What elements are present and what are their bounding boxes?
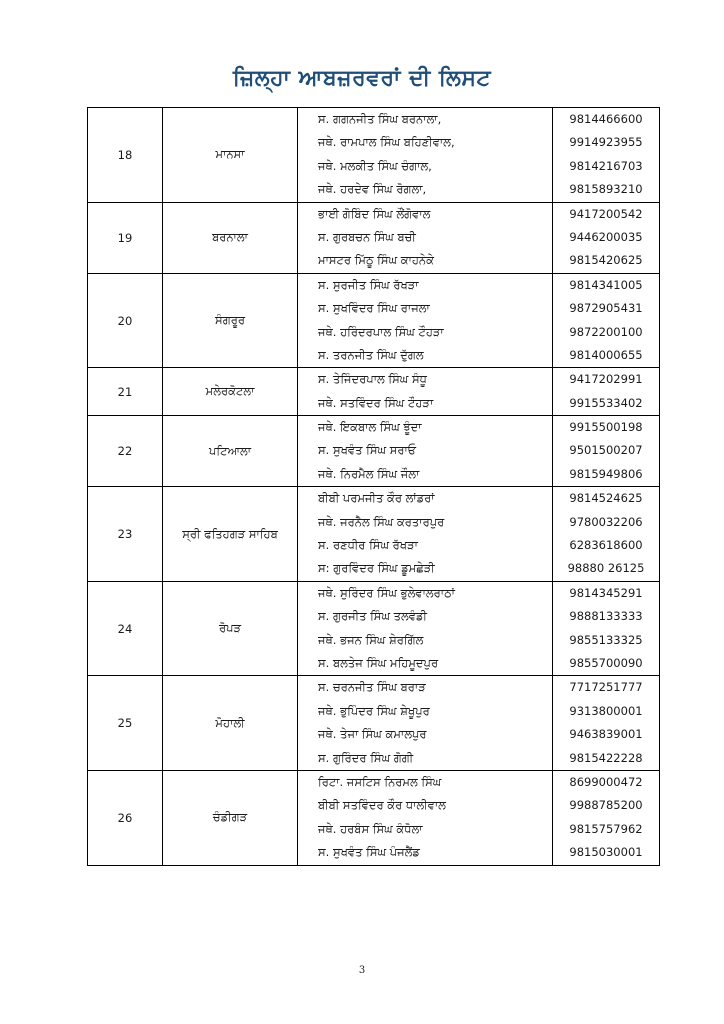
observer-name: ਸ. ਚਰਨਜੀਤ ਸਿੰਘ ਬਰਾੜ <box>318 680 426 695</box>
observer-name: ਸ. ਗੁਰਿੰਦਰ ਸਿੰਘ ਗੋਗੀ <box>318 750 414 765</box>
phone-number: 9814341005 <box>569 277 643 292</box>
observer-name: ਭਾਈ ਗੋਬਿੰਦ ਸਿੰਘ ਲੌਂਗੋਵਾਲ <box>318 206 431 221</box>
observer-name: ਬੀਬੀ ਪਰਮਜੀਤ ਕੌਰ ਲਾਂਡਰਾਂ <box>318 491 435 506</box>
phone-number: 9814345291 <box>569 585 643 600</box>
serial-number-cell: 20 <box>88 273 163 368</box>
phone-number: 9815422228 <box>569 750 643 765</box>
observer-names-cell <box>298 202 553 273</box>
district-cell: ਬਰਨਾਲਾ <box>163 202 298 273</box>
district-cell: ਮੋਹਾਲੀ <box>163 676 298 771</box>
observer-name: ਜਥੇ. ਤੇਜਾ ਸਿੰਘ ਕਮਾਲਪੁਰ <box>318 727 427 742</box>
phone-number: 9888133333 <box>569 609 643 624</box>
district-cell: ਮਾਨਸਾ <box>163 108 298 203</box>
phone-number: 9815420625 <box>569 253 643 268</box>
table-row <box>88 416 660 487</box>
observer-name: ਮਾਸਟਰ ਮਿੱਠੂ ਸਿੰਘ ਕਾਹਨੇਕੇ <box>318 253 434 268</box>
observer-name: ਜਥੇ. ਹਰਦੇਵ ਸਿੰਘ ਰੋਗਲਾ, <box>318 182 427 197</box>
phone-number: 9814000655 <box>569 347 643 362</box>
phone-number: 9855700090 <box>569 655 643 670</box>
observer-name: ਸ: ਗੁਰਵਿੰਦਰ ਸਿੰਘ ਡੂਮਛੇੜੀ <box>318 561 435 576</box>
phone-number: 9815949806 <box>569 466 643 481</box>
table-row <box>88 202 660 273</box>
serial-number-cell: 26 <box>88 770 163 865</box>
phone-number: 9417200542 <box>569 206 643 221</box>
observer-name: ਜਥੇ. ਨਿਰਮੈਲ ਸਿੰਘ ਜੌਲਾ <box>318 466 420 481</box>
table-body <box>88 108 660 866</box>
district-cell: ਸੰਗਰੂਰ <box>163 273 298 368</box>
observer-names-cell <box>298 770 553 865</box>
phone-number: 9915500198 <box>569 420 643 435</box>
phone-numbers-cell <box>553 273 660 368</box>
district-cell: ਸ੍ਰੀ ਫਤਿਹਗੜ ਸਾਹਿਬ <box>163 487 298 582</box>
table-row <box>88 581 660 676</box>
phone-number: 9463839001 <box>569 727 643 742</box>
table-row <box>88 368 660 416</box>
serial-number-cell: 19 <box>88 202 163 273</box>
serial-number-cell: 24 <box>88 581 163 676</box>
observer-name: ਜਥੇ. ਰਾਮਪਾਲ ਸਿੰਘ ਬਹਿਣੀਵਾਲ, <box>318 135 455 150</box>
phone-number: 9815757962 <box>569 821 643 836</box>
phone-number: 9915533402 <box>569 395 643 410</box>
phone-number: 98880 26125 <box>567 561 645 576</box>
observer-name: ਸ. ਤਰਨਜੀਤ ਸਿੰਘ ਦੁੱਗਲ <box>318 347 424 362</box>
phone-number: 9446200035 <box>569 229 643 244</box>
observer-name: ਸ. ਬਲਤੇਜ ਸਿੰਘ ਮਹਿਮੂਦਪੁਰ <box>318 655 439 670</box>
page-title: ਜ਼ਿਲ੍ਹਾ ਆਬਜ਼ਰਵਰਾਂ ਦੀ ਲਿਸਟ <box>232 66 492 91</box>
table-row <box>88 676 660 771</box>
phone-number: 9872905431 <box>569 301 643 316</box>
phone-number: 9988785200 <box>569 798 643 813</box>
district-cell: ਰੋਪੜ <box>163 581 298 676</box>
table-row <box>88 108 660 203</box>
observer-names-cell <box>298 581 553 676</box>
phone-number: 9780032206 <box>569 514 643 529</box>
phone-number: 9313800001 <box>569 703 643 718</box>
observer-names-cell <box>298 108 553 203</box>
district-cell: ਚੰਡੀਗੜ <box>163 770 298 865</box>
observers-table <box>87 107 660 866</box>
observer-name: ਰਿਟਾ. ਜਸਟਿਸ ਨਿਰਮਲ ਸਿੰਘ <box>318 774 442 789</box>
phone-numbers-cell <box>553 770 660 865</box>
phone-numbers-cell <box>553 676 660 771</box>
phone-numbers-cell <box>553 581 660 676</box>
phone-number: 9814216703 <box>569 158 643 173</box>
table-row <box>88 770 660 865</box>
phone-numbers-cell <box>553 368 660 416</box>
serial-number-cell: 18 <box>88 108 163 203</box>
district-cell: ਪਟਿਆਲਾ <box>163 416 298 487</box>
observer-name: ਸ. ਗੁਰਜੀਤ ਸਿੰਘ ਤਲਵੰਡੀ <box>318 609 427 624</box>
observer-name: ਜਥੇ. ਭਜਨ ਸਿੰਘ ਸ਼ੇਰਗਿੱਲ <box>318 632 424 647</box>
serial-number-cell: 21 <box>88 368 163 416</box>
observer-name: ਸ. ਰਣਧੀਰ ਸਿੰਘ ਰੱਖੜਾ <box>318 538 418 553</box>
observer-names-cell <box>298 273 553 368</box>
table-row <box>88 487 660 582</box>
district-cell: ਮਲੇਰਕੋਟਲਾ <box>163 368 298 416</box>
phone-numbers-cell <box>553 108 660 203</box>
observer-name: ਜਥੇ. ਭੁਪਿੰਦਰ ਸਿੰਘ ਸ਼ੇਖੂਪੁਰ <box>318 703 430 718</box>
phone-numbers-cell <box>553 416 660 487</box>
observer-name: ਜਥੇ. ਹਰਿੰਦਰਪਾਲ ਸਿੰਘ ਟੌਹੜਾ <box>318 324 444 339</box>
phone-number: 7717251777 <box>569 680 643 695</box>
phone-number: 9815893210 <box>569 182 643 197</box>
observer-name: ਸ. ਸੁਖਵੰਤ ਸਿੰਘ ਸਰਾਓ <box>318 443 417 458</box>
observer-name: ਜਥੇ. ਜਰਨੈਲ ਸਿੰਘ ਕਰਤਾਰਪੁਰ <box>318 514 445 529</box>
serial-number-cell: 23 <box>88 487 163 582</box>
observer-name: ਸ. ਸੁਰਜੀਤ ਸਿੰਘ ਰੱਖੜਾ <box>318 277 419 292</box>
serial-number-cell: 25 <box>88 676 163 771</box>
observer-name: ਸ. ਸੁਖਵੰਤ ਸਿੰਘ ਪੰਜਲੈਂਡ <box>318 845 420 860</box>
observer-name: ਸ. ਤੇਜਿੰਦਰਪਾਲ ਸਿੰਘ ਸੰਧੂ <box>318 372 427 387</box>
observer-name: ਜਥੇ. ਮਲਕੀਤ ਸਿੰਘ ਚੰਗਾਲ, <box>318 158 432 173</box>
observer-name: ਸ. ਗਗਨਜੀਤ ਸਿੰਘ ਬਰਨਾਲਾ, <box>318 112 442 126</box>
phone-number: 9814524625 <box>569 491 643 506</box>
observer-name: ਜਥੇ. ਇਕਬਾਲ ਸਿੰਘ ਝੂੰਦਾ <box>318 420 422 435</box>
observer-name: ਸ. ਗੁਰਬਚਨ ਸਿੰਘ ਬਚੀ <box>318 229 416 244</box>
phone-number: 9914923955 <box>569 135 643 150</box>
observer-names-cell <box>298 487 553 582</box>
phone-numbers-cell <box>553 202 660 273</box>
observer-names-cell <box>298 416 553 487</box>
observer-names-cell <box>298 676 553 771</box>
observer-names-cell <box>298 368 553 416</box>
serial-number-cell: 22 <box>88 416 163 487</box>
phone-number: 6283618600 <box>569 538 643 553</box>
phone-number: 9417202991 <box>569 372 643 387</box>
phone-number: 8699000472 <box>569 774 643 789</box>
observer-name: ਬੀਬੀ ਸਤਵਿੰਦਰ ਕੌਰ ਧਾਲੀਵਾਲ <box>318 798 446 813</box>
table-row <box>88 273 660 368</box>
observer-name: ਜਥੇ. ਸੁਰਿੰਦਰ ਸਿੰਘ ਭੁਲੇਵਾਲਰਾਠਾਂ <box>318 585 455 600</box>
phone-number: 9855133325 <box>569 632 643 647</box>
phone-number: 9815030001 <box>569 845 643 860</box>
observer-name: ਸ. ਸੁਖਵਿੰਦਰ ਸਿੰਘ ਰਾਜਲਾ <box>318 301 430 316</box>
phone-number: 9872200100 <box>569 324 643 339</box>
observer-name: ਜਥੇ. ਸਤਵਿੰਦਰ ਸਿੰਘ ਟੌਹੜਾ <box>318 395 434 410</box>
observer-name: ਜਥੇ. ਹਰਬੰਸ ਸਿੰਘ ਕੰਧੋਲਾ <box>318 821 423 836</box>
phone-numbers-cell <box>553 487 660 582</box>
phone-number: 9501500207 <box>569 443 643 458</box>
page-number: 3 <box>358 965 366 976</box>
phone-number: 9814466600 <box>569 112 643 126</box>
